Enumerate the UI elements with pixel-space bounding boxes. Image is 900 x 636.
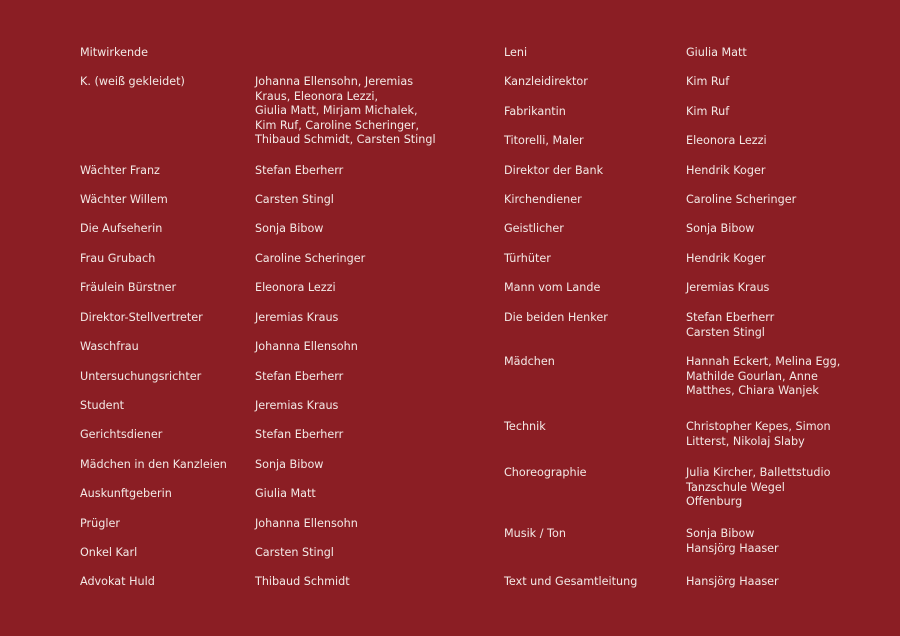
role-name: Direktor-Stellvertreter	[80, 311, 203, 324]
role-name: Türhüter	[504, 252, 551, 265]
role-name: Leni	[504, 46, 528, 59]
cast-names: Sonja Bibow	[255, 222, 324, 235]
cast-names: Christopher Kepes, Simon Litterst, Nikolaj Slaby	[686, 420, 831, 448]
role-name: Auskunftgeberin	[80, 487, 172, 500]
role-name: Mann vom Lande	[504, 281, 601, 294]
cast-names: Julia Kircher, Ballettstudio Tanzschule Wegel Offenburg	[686, 466, 831, 509]
cast-names: Stefan Eberherr	[255, 164, 344, 177]
role-name: Waschfrau	[80, 340, 139, 353]
section-heading: Mitwirkende	[80, 46, 149, 59]
role-name: Onkel Karl	[80, 546, 138, 559]
role-name: Technik	[504, 420, 546, 433]
role-name: Frau Grubach	[80, 252, 156, 265]
role-name: Wächter Willem	[80, 193, 168, 206]
role-name: Wächter Franz	[80, 164, 160, 177]
role-name: Prügler	[80, 517, 120, 530]
role-name: Text und Gesamtleitung	[504, 575, 638, 588]
role-name: Choreographie	[504, 466, 587, 479]
role-name: Mädchen in den Kanzleien	[80, 458, 227, 471]
cast-names: Stefan Eberherr	[255, 370, 344, 383]
role-name: Die Aufseherin	[80, 222, 163, 235]
cast-names: Hannah Eckert, Melina Egg, Mathilde Gourlan, Anne Matthes, Chiara Wanjek	[686, 355, 841, 398]
role-name: Advokat Huld	[80, 575, 155, 588]
role-name: Die beiden Henker	[504, 311, 608, 324]
cast-names: Jeremias Kraus	[255, 399, 339, 412]
role-name: Musik / Ton	[504, 527, 566, 540]
cast-names: Hansjörg Haaser	[686, 575, 779, 588]
cast-names: Thibaud Schmidt	[255, 575, 350, 588]
role-name: Geistlicher	[504, 222, 564, 235]
cast-names: Kim Ruf	[686, 75, 730, 88]
cast-names: Kim Ruf	[686, 105, 730, 118]
cast-names: Giulia Matt	[686, 46, 747, 59]
cast-names: Stefan Eberherr	[255, 428, 344, 441]
cast-names: Carsten Stingl	[255, 193, 334, 206]
cast-names: Carsten Stingl	[255, 546, 334, 559]
cast-names: Johanna Ellensohn	[255, 340, 358, 353]
role-name: Kanzleidirektor	[504, 75, 588, 88]
role-name: Fabrikantin	[504, 105, 566, 118]
cast-names: Eleonora Lezzi	[686, 134, 767, 147]
cast-names: Stefan Eberherr Carsten Stingl	[686, 311, 775, 339]
role-name: Titorelli, Maler	[504, 134, 584, 147]
cast-names: Caroline Scheringer	[686, 193, 797, 206]
cast-names: Jeremias Kraus	[255, 311, 339, 324]
cast-names: Hendrik Koger	[686, 164, 766, 177]
cast-names: Giulia Matt	[255, 487, 316, 500]
role-name: K. (weiß gekleidet)	[80, 75, 185, 88]
cast-names: Hendrik Koger	[686, 252, 766, 265]
cast-names: Sonja Bibow	[686, 222, 755, 235]
role-name: Kirchendiener	[504, 193, 582, 206]
role-name: Direktor der Bank	[504, 164, 604, 177]
cast-names: Johanna Ellensohn, Jeremias Kraus, Eleonora Lezzi, Giulia Matt, Mirjam Michalek, Kim Ruf, Caroline Scheringer, Thibaud Schmidt, Carsten Stingl	[255, 75, 436, 147]
cast-names: Sonja Bibow Hansjörg Haaser	[686, 527, 779, 555]
cast-names: Jeremias Kraus	[686, 281, 770, 294]
cast-names: Eleonora Lezzi	[255, 281, 336, 294]
role-name: Student	[80, 399, 125, 412]
cast-names: Sonja Bibow	[255, 458, 324, 471]
role-name: Fräulein Bürstner	[80, 281, 177, 294]
role-name: Untersuchungsrichter	[80, 370, 202, 383]
role-name: Mädchen	[504, 355, 555, 368]
cast-names: Johanna Ellensohn	[255, 517, 358, 530]
cast-names: Caroline Scheringer	[255, 252, 366, 265]
role-name: Gerichtsdiener	[80, 428, 163, 441]
